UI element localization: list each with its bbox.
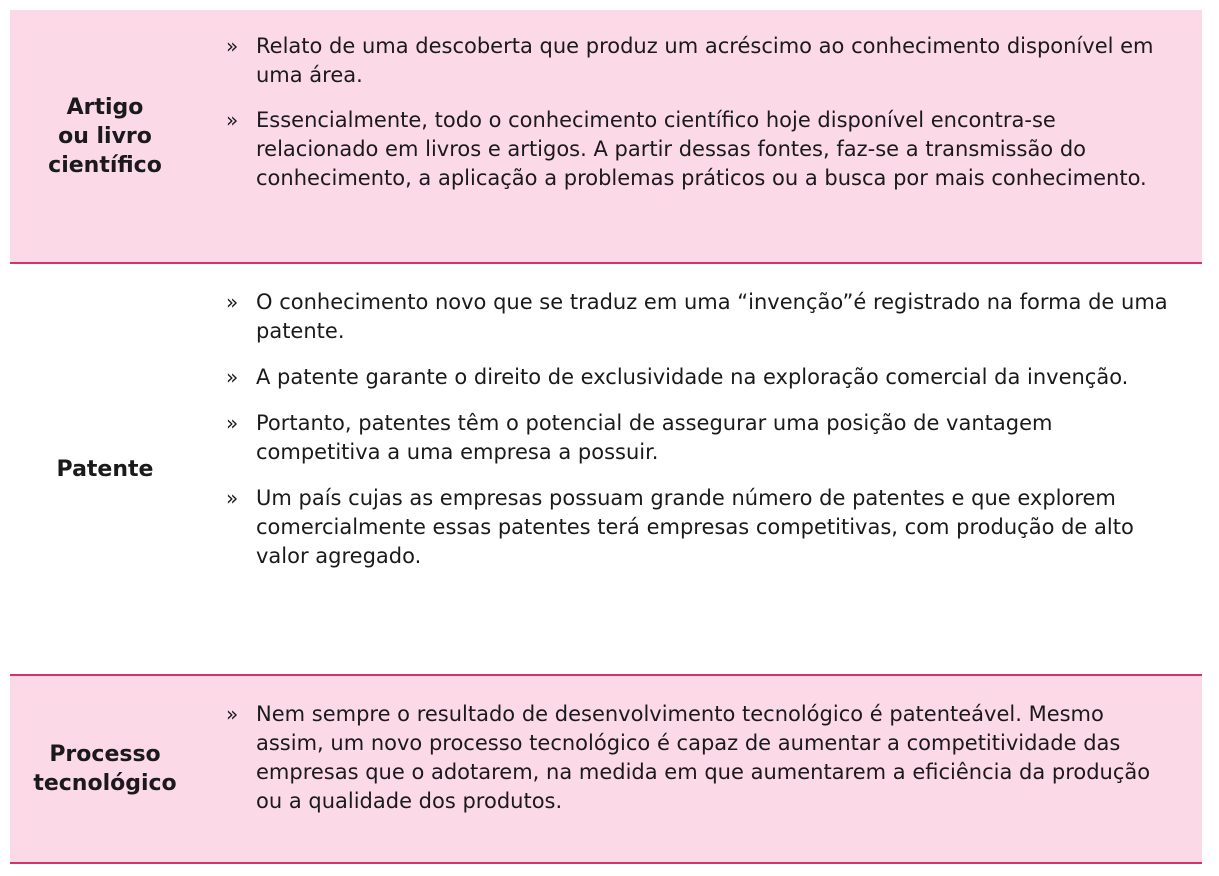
list-item-text: Essencialmente, todo o conhecimento científico hoje disponível encontra-se relacionado em livros e artigos. A partir dessas fontes, faz-se a transmissão do conhecimento, a aplicação a problemas práticos ou a busca por mais conhecimento. — [256, 108, 1147, 190]
list-item-text: Um país cujas as empresas possuam grande número de patentes e que explorem comercialmente essas patentes terá empresas competitivas, com produção de alto valor agregado. — [256, 486, 1134, 568]
bullet-icon: » — [226, 108, 239, 132]
row-content — [200, 264, 1202, 674]
bullet-icon: » — [226, 702, 239, 726]
list-item-text: O conhecimento novo que se traduz em uma “invenção”é registrado na forma de uma patente. — [256, 290, 1168, 343]
bullet-icon: » — [226, 365, 239, 389]
row-label: Artigo ou livro científico — [48, 94, 162, 178]
bullet-list — [226, 32, 1174, 193]
bullet-icon: » — [226, 486, 239, 510]
table-row-patente — [10, 264, 1202, 676]
list-item — [226, 700, 1174, 816]
list-item — [226, 288, 1174, 346]
table-row-processo — [10, 676, 1202, 862]
list-item — [226, 484, 1174, 571]
bullet-icon: » — [226, 411, 239, 435]
row-content — [200, 676, 1202, 862]
bullet-list — [226, 700, 1174, 816]
list-item-text: Portanto, patentes têm o potencial de assegurar uma posição de vantagem competitiva a uma empresa a possuir. — [256, 411, 1053, 464]
table-row-artigo — [10, 10, 1202, 264]
list-item-text: A patente garante o direito de exclusividade na exploração comercial da invenção. — [256, 365, 1129, 389]
list-item — [226, 32, 1174, 90]
list-item-text: Nem sempre o resultado de desenvolvimento tecnológico é patenteável. Mesmo assim, um novo processo tecnológico é capaz de aumentar a competitividade das empresas que o adotarem, na medida em que aumentarem a eficiência da produção ou a qualidade dos produtos. — [256, 702, 1151, 813]
row-label: Processo tecnológico — [33, 742, 177, 796]
list-item-text: Relato de uma descoberta que produz um acréscimo ao conhecimento disponível em uma área. — [256, 34, 1154, 87]
bullet-list — [226, 288, 1174, 571]
list-item — [226, 106, 1174, 193]
bullet-icon: » — [226, 34, 239, 58]
bullet-icon: » — [226, 290, 239, 314]
list-item — [226, 363, 1174, 392]
row-label: Patente — [56, 456, 154, 482]
row-content — [200, 10, 1202, 262]
list-item — [226, 409, 1174, 467]
comparison-table — [10, 10, 1202, 864]
